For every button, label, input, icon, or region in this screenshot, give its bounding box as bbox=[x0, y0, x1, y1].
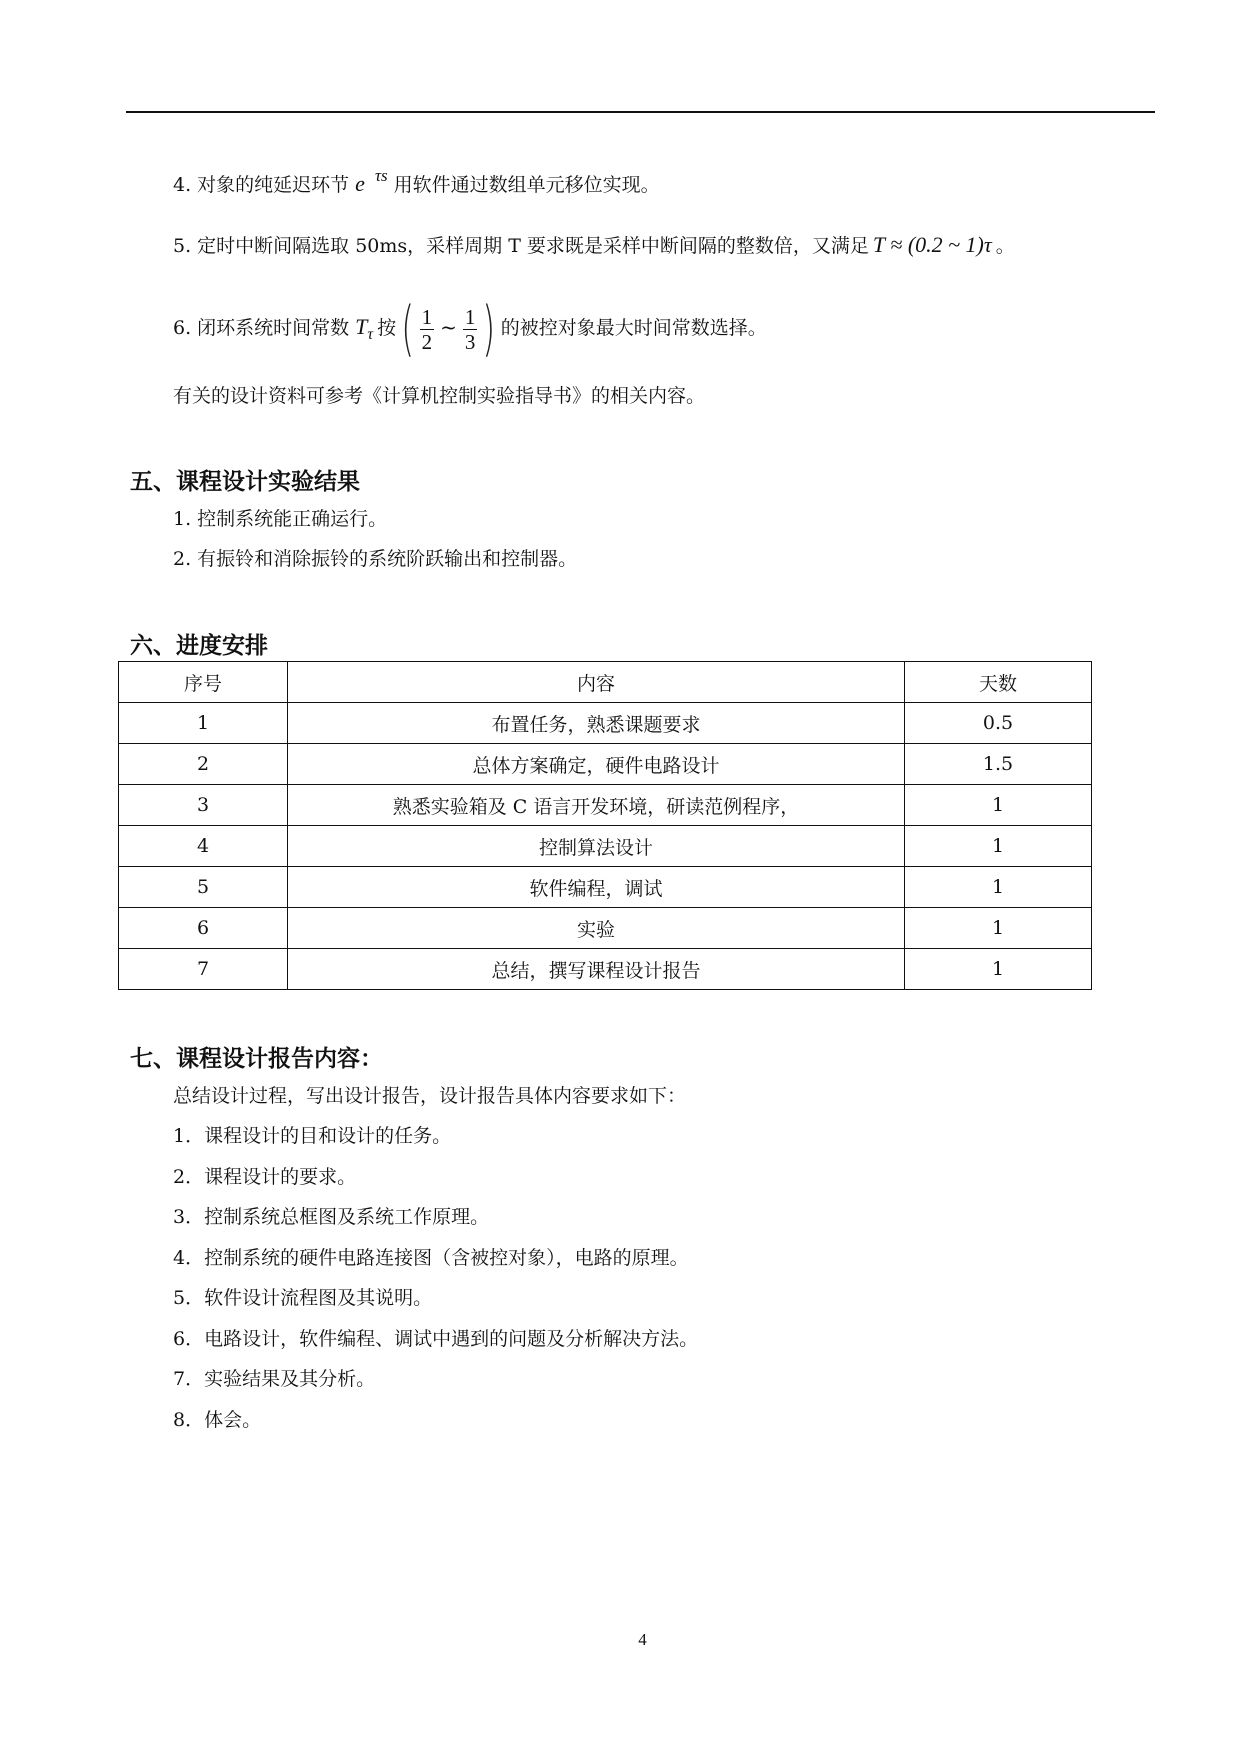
item-4-suffix: 用软件通过数组单元移位实现。 bbox=[393, 174, 660, 196]
page-number: 4 bbox=[638, 1630, 647, 1649]
math-tau-sub: τ bbox=[367, 325, 374, 343]
cell-days: 0.5 bbox=[905, 703, 1092, 744]
section-5-item-1: 1. 控制系统能正确运行。 bbox=[173, 508, 388, 530]
frac1-num: 1 bbox=[421, 304, 433, 329]
fraction-half bbox=[420, 305, 435, 354]
reference-note: 有关的设计资料可参考《计算机控制实验指导书》的相关内容。 bbox=[173, 385, 706, 407]
cell-days: 1 bbox=[905, 908, 1092, 949]
report-item: 7．实验结果及其分析。 bbox=[173, 1368, 376, 1390]
table-row bbox=[119, 908, 1092, 949]
math-T: T bbox=[355, 314, 368, 339]
cell-days: 1 bbox=[905, 949, 1092, 990]
cell-days: 1 bbox=[905, 867, 1092, 908]
math-e: e bbox=[355, 171, 365, 196]
frac1-den: 2 bbox=[421, 329, 433, 354]
cell-days: 1 bbox=[905, 785, 1092, 826]
section-7-intro: 总结设计过程，写出设计报告，设计报告具体内容要求如下： bbox=[173, 1085, 687, 1107]
fraction-third bbox=[463, 305, 478, 354]
col-header-days: 天数 bbox=[905, 662, 1092, 703]
section-6-heading: 六、进度安排 bbox=[130, 633, 268, 659]
table-row bbox=[119, 703, 1092, 744]
cell-index: 1 bbox=[119, 703, 288, 744]
report-item: 6．电路设计，软件编程、调试中遇到的问题及分析解决方法。 bbox=[173, 1328, 699, 1350]
item-6-mid: 按 bbox=[377, 317, 397, 339]
schedule-table bbox=[118, 661, 1092, 990]
report-item: 5．软件设计流程图及其说明。 bbox=[173, 1287, 433, 1309]
math-exponent: τs bbox=[374, 166, 388, 185]
table-row bbox=[119, 785, 1092, 826]
table-row bbox=[119, 826, 1092, 867]
cell-index: 3 bbox=[119, 785, 288, 826]
cell-index: 7 bbox=[119, 949, 288, 990]
table-row bbox=[119, 949, 1092, 990]
item-5 bbox=[173, 233, 1015, 258]
cell-index: 2 bbox=[119, 744, 288, 785]
cell-index: 6 bbox=[119, 908, 288, 949]
header-rule bbox=[126, 111, 1155, 113]
item-5-suffix: 。 bbox=[995, 235, 1015, 257]
section-5-item-2: 2. 有振铃和消除振铃的系统阶跃输出和控制器。 bbox=[173, 548, 578, 570]
cell-days: 1 bbox=[905, 826, 1092, 867]
item-5-text: 5. 定时中断间隔选取 50ms，采样周期 T 要求既是采样中断间隔的整数倍，又满足 bbox=[173, 235, 869, 257]
section-5-heading: 五、课程设计实验结果 bbox=[130, 469, 360, 495]
left-paren: ( bbox=[401, 294, 415, 364]
item-6-suffix: 的被控对象最大时间常数选择。 bbox=[500, 317, 767, 339]
cell-content: 控制算法设计 bbox=[288, 826, 905, 867]
col-header-content: 内容 bbox=[288, 662, 905, 703]
report-item: 4．控制系统的硬件电路连接图（含被控对象），电路的原理。 bbox=[173, 1247, 689, 1269]
cell-index: 5 bbox=[119, 867, 288, 908]
cell-content: 软件编程，调试 bbox=[288, 867, 905, 908]
cell-days: 1.5 bbox=[905, 744, 1092, 785]
cell-content: 实验 bbox=[288, 908, 905, 949]
cell-content: 总体方案确定，硬件电路设计 bbox=[288, 744, 905, 785]
report-item: 8．体会。 bbox=[173, 1409, 262, 1431]
table-row bbox=[119, 744, 1092, 785]
frac2-num: 1 bbox=[464, 304, 476, 329]
report-item: 2．课程设计的要求。 bbox=[173, 1166, 357, 1188]
cell-content: 熟悉实验箱及 C 语言开发环境，研读范例程序， bbox=[288, 785, 905, 826]
item-4 bbox=[173, 166, 660, 198]
col-header-index: 序号 bbox=[119, 662, 288, 703]
item-6 bbox=[173, 294, 767, 364]
table-row bbox=[119, 867, 1092, 908]
cell-content: 布置任务，熟悉课题要求 bbox=[288, 703, 905, 744]
tilde: ~ bbox=[440, 315, 457, 339]
table-header-row bbox=[119, 662, 1092, 703]
frac2-den: 3 bbox=[464, 329, 476, 354]
right-paren: ) bbox=[482, 294, 496, 364]
report-item: 3．控制系统总框图及系统工作原理。 bbox=[173, 1206, 490, 1228]
cell-index: 4 bbox=[119, 826, 288, 867]
section-7-heading: 七、课程设计报告内容： bbox=[130, 1046, 383, 1072]
cell-content: 总结，撰写课程设计报告 bbox=[288, 949, 905, 990]
report-item: 1．课程设计的目和设计的任务。 bbox=[173, 1125, 452, 1147]
sampling-formula: T ≈ (0.2 ~ 1)τ bbox=[872, 232, 992, 257]
item-4-text: 4. 对象的纯延迟环节 bbox=[173, 174, 350, 196]
item-6-text: 6. 闭环系统时间常数 bbox=[173, 317, 350, 339]
